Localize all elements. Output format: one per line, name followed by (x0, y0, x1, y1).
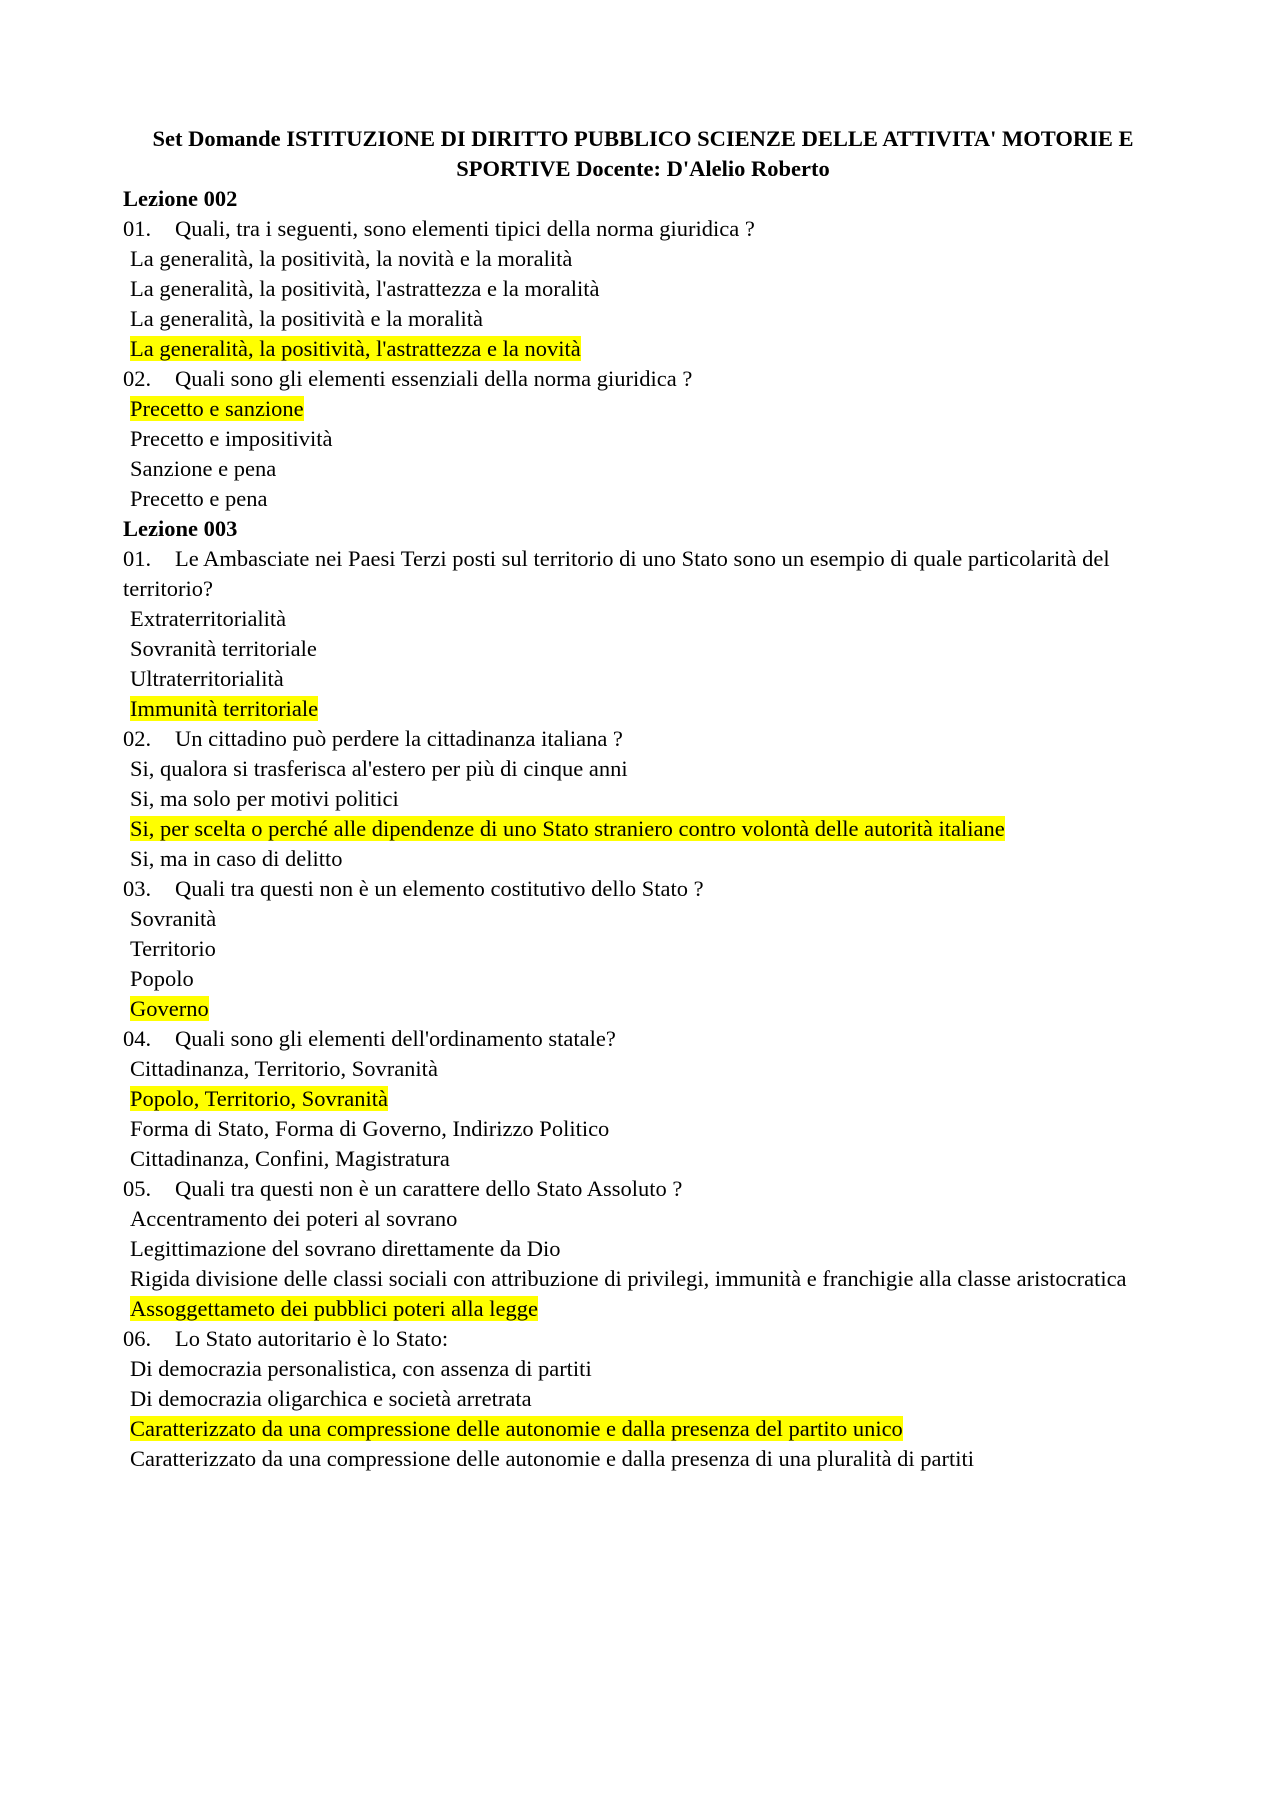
question-number: 03. (123, 876, 152, 901)
answer-option-correct (123, 1084, 1163, 1114)
answer-option (123, 844, 1163, 874)
lesson-heading: Lezione 002 (123, 186, 238, 211)
answer-text: Di democrazia personalistica, con assenza di partiti (130, 1356, 592, 1381)
answer-option-correct (123, 814, 1163, 844)
question-number: 04. (123, 1026, 152, 1051)
answer-text: Rigida divisione delle classi sociali con attribuzione di privilegi, immunità e franchigie alla classe aristocratica (130, 1266, 1127, 1291)
answer-option (123, 934, 1163, 964)
answer-text: Popolo (130, 966, 194, 991)
question-number: 06. (123, 1326, 152, 1351)
question (123, 874, 1163, 904)
document-content (123, 184, 1163, 1474)
answer-option-correct (123, 694, 1163, 724)
document-page (123, 124, 1163, 1474)
answer-option (123, 304, 1163, 334)
answer-option (123, 664, 1163, 694)
answer-option (123, 484, 1163, 514)
answer-option (123, 1444, 1163, 1474)
answer-text: Sovranità (130, 906, 217, 931)
answer-text: Cittadinanza, Confini, Magistratura (130, 1146, 450, 1171)
question (123, 544, 1163, 604)
answer-text: Legittimazione del sovrano direttamente da Dio (130, 1236, 561, 1261)
answer-text: Popolo, Territorio, Sovranità (130, 1086, 388, 1111)
answer-option (123, 1234, 1163, 1264)
answer-option (123, 784, 1163, 814)
answer-option (123, 244, 1163, 274)
question-number: 02. (123, 726, 152, 751)
answer-text: Extraterritorialità (130, 606, 287, 631)
answer-option (123, 454, 1163, 484)
answer-option-correct (123, 1294, 1163, 1324)
lesson-heading: Lezione 003 (123, 516, 238, 541)
answer-option (123, 754, 1163, 784)
question-block (123, 544, 1163, 724)
question-text: Le Ambasciate nei Paesi Terzi posti sul territorio di uno Stato sono un esempio di quale particolarità del territorio? (123, 546, 1110, 601)
question-block (123, 1174, 1163, 1324)
answer-text: Precetto e impositività (130, 426, 333, 451)
answer-text: Precetto e sanzione (130, 396, 304, 421)
answer-text: La generalità, la positività, l'astrattezza e la moralità (130, 276, 600, 301)
question-block (123, 364, 1163, 514)
question-text: Quali tra questi non è un carattere dello Stato Assoluto ? (175, 1176, 683, 1201)
answer-text: Sovranità territoriale (130, 636, 317, 661)
answer-text: Caratterizzato da una compressione delle autonomie e dalla presenza di una pluralità di partiti (130, 1446, 975, 1471)
answer-text: Ultraterritorialità (130, 666, 284, 691)
answer-option (123, 964, 1163, 994)
question-number: 01. (123, 546, 152, 571)
answer-text: Si, ma in caso di delitto (130, 846, 343, 871)
answer-text: Governo (130, 996, 209, 1021)
answer-text: Sanzione e pena (130, 456, 277, 481)
question (123, 214, 1163, 244)
answer-text: Forma di Stato, Forma di Governo, Indirizzo Politico (130, 1116, 610, 1141)
answer-text: Si, qualora si trasferisca al'estero per più di cinque anni (130, 756, 628, 781)
answer-text: Assoggettameto dei pubblici poteri alla legge (130, 1296, 539, 1321)
question-text: Lo Stato autoritario è lo Stato: (175, 1326, 449, 1351)
question (123, 1324, 1163, 1354)
answer-option-correct (123, 334, 1163, 364)
question-text: Quali tra questi non è un elemento costitutivo dello Stato ? (175, 876, 704, 901)
answer-text: Accentramento dei poteri al sovrano (130, 1206, 458, 1231)
answer-option (123, 1054, 1163, 1084)
question-text: Quali sono gli elementi essenziali della norma giuridica ? (175, 366, 693, 391)
question (123, 724, 1163, 754)
question-block (123, 214, 1163, 364)
answer-text: La generalità, la positività e la moralità (130, 306, 483, 331)
answer-option (123, 424, 1163, 454)
question-text: Quali sono gli elementi dell'ordinamento statale? (175, 1026, 616, 1051)
answer-option (123, 1144, 1163, 1174)
question-text: Un cittadino può perdere la cittadinanza italiana ? (175, 726, 623, 751)
answer-option (123, 1384, 1163, 1414)
question-block (123, 1324, 1163, 1474)
answer-option (123, 1114, 1163, 1144)
answer-text: Precetto e pena (130, 486, 268, 511)
answer-text: La generalità, la positività, la novità e la moralità (130, 246, 573, 271)
question-number: 02. (123, 366, 152, 391)
answer-option-correct (123, 1414, 1163, 1444)
question-text: Quali, tra i seguenti, sono elementi tipici della norma giuridica ? (175, 216, 755, 241)
answer-option-correct (123, 994, 1163, 1024)
answer-text: Cittadinanza, Territorio, Sovranità (130, 1056, 438, 1081)
answer-text: Immunità territoriale (130, 696, 319, 721)
answer-option (123, 604, 1163, 634)
answer-option-correct (123, 394, 1163, 424)
question-block (123, 1024, 1163, 1174)
answer-option (123, 904, 1163, 934)
answer-option (123, 1204, 1163, 1234)
answer-text: Si, per scelta o perché alle dipendenze di uno Stato straniero contro volontà delle autorità italiane (130, 816, 1005, 841)
answer-text: Territorio (130, 936, 216, 961)
answer-text: Di democrazia oligarchica e società arretrata (130, 1386, 532, 1411)
answer-text: La generalità, la positività, l'astrattezza e la novità (130, 336, 581, 361)
question-block (123, 724, 1163, 874)
question (123, 1174, 1163, 1204)
question-number: 01. (123, 216, 152, 241)
answer-option (123, 634, 1163, 664)
question (123, 364, 1163, 394)
question (123, 1024, 1163, 1054)
answer-option (123, 274, 1163, 304)
question-number: 05. (123, 1176, 152, 1201)
answer-option (123, 1354, 1163, 1384)
document-title: Set Domande ISTITUZIONE DI DIRITTO PUBBLICO SCIENZE DELLE ATTIVITA' MOTORIE E SPORTIVE Docente: D'Alelio Roberto (152, 126, 1134, 181)
answer-option (123, 1264, 1163, 1294)
question-block (123, 874, 1163, 1024)
answer-text: Caratterizzato da una compressione delle autonomie e dalla presenza del partito unico (130, 1416, 903, 1441)
answer-text: Si, ma solo per motivi politici (130, 786, 399, 811)
